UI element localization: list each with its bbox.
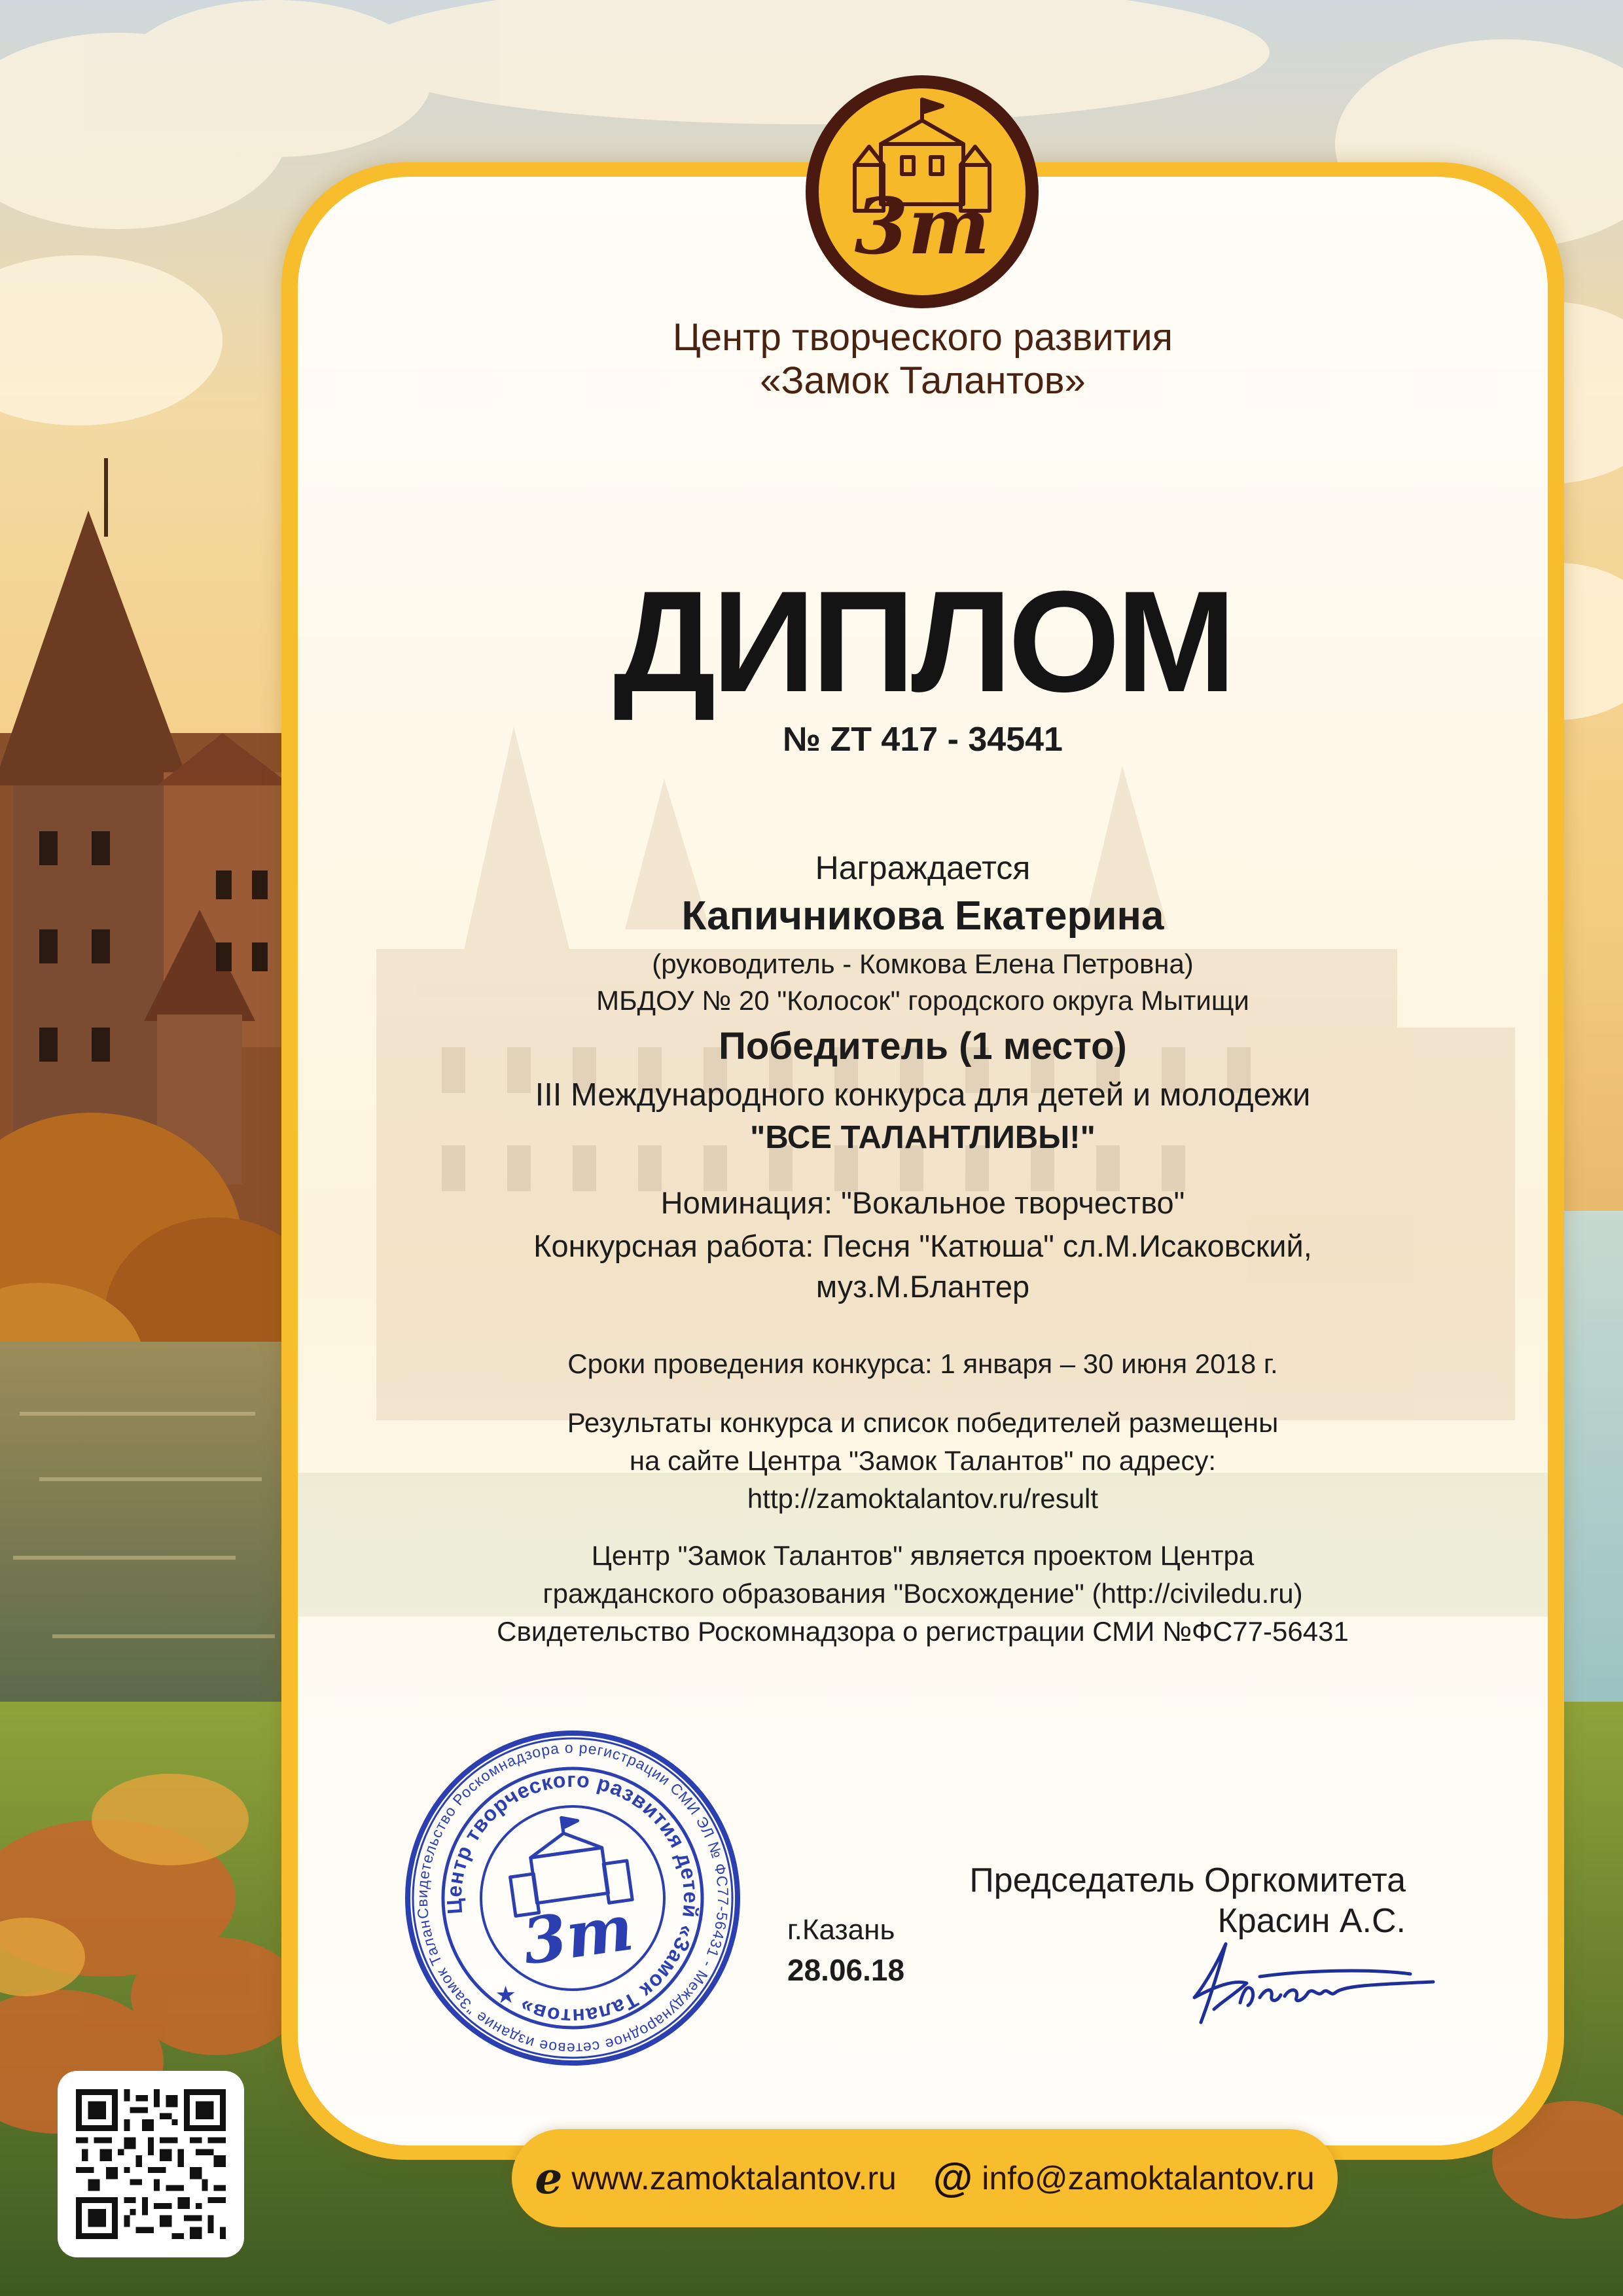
project-block [298, 1537, 1548, 1651]
organization-name [298, 316, 1548, 403]
work-line2: муз.М.Блантер [815, 1269, 1030, 1304]
stamp-inner-text: Центр творческого развития детей «Замок Талантов» ★ [442, 1767, 704, 2029]
recipient-name: Капичникова Екатерина [681, 893, 1164, 939]
organization-name-line2: «Замок Талантов» [760, 359, 1086, 402]
internet-explorer-icon: e [535, 2153, 563, 2204]
issue-date: 28.06.18 [787, 1953, 905, 1987]
organization-name-line1: Центр творческого развития [672, 316, 1173, 359]
signature [1175, 1924, 1436, 2055]
email-link[interactable]: info@zamoktalantov.ru [982, 2160, 1315, 2197]
official-stamp [402, 1728, 743, 2068]
work-line1: Конкурсная работа: Песня "Катюша" сл.М.Исаковский, [533, 1229, 1312, 1263]
svg-text:3m: 3m [854, 181, 990, 272]
contest-dates: Сроки проведения конкурса: 1 января – 30 июня 2018 г. [567, 1348, 1278, 1379]
project-line3: Свидетельство Роскомнадзора о регистрации СМИ №ФС77-56431 [497, 1616, 1349, 1647]
leader-line: (руководитель - Комкова Елена Петровна) [652, 948, 1194, 979]
results-line1: Результаты конкурса и список победителей размещены [567, 1407, 1279, 1438]
awarded-label: Награждается [815, 850, 1031, 886]
place-line: Победитель (1 место) [719, 1025, 1127, 1067]
website-link[interactable]: www.zamoktalantov.ru [571, 2160, 897, 2197]
diploma-title: ДИПЛОМ [613, 561, 1232, 722]
stamp-outer-text: Свидетельство Роскомнадзора о регистрации СМИ ЭЛ № ФС77-56431 - Международное сетевое издание "Замок Талантов" [413, 1738, 732, 2058]
at-sign-icon: @ [933, 2155, 973, 2200]
results-block [298, 1404, 1548, 1518]
center-logo [804, 73, 1041, 310]
results-line2: на сайте Центра "Замок Талантов" по адресу: [629, 1445, 1217, 1476]
project-line1: Центр "Замок Талантов" является проектом Центра [591, 1540, 1255, 1571]
contact-footer [512, 2129, 1338, 2227]
qr-code[interactable] [58, 2071, 244, 2257]
diploma-number: № ZT 417 - 34541 [783, 721, 1063, 759]
nomination-line: Номинация: "Вокальное творчество" [660, 1185, 1185, 1220]
institution-line: МБДОУ № 20 "Колосок" городского округа Мытищи [596, 985, 1249, 1016]
work-block [298, 1226, 1548, 1307]
chair-name: Красин А.С. [1217, 1902, 1406, 1940]
contest-name: "ВСЕ ТАЛАНТЛИВЫ!" [750, 1120, 1096, 1155]
project-line2: гражданского образования "Восхождение" (http://civiledu.ru) [543, 1578, 1303, 1609]
chair-title: Председатель Оргкомитета [969, 1861, 1406, 1899]
stamp-mark: 3m [518, 1890, 638, 1979]
results-link[interactable]: http://zamoktalantov.ru/result [747, 1483, 1099, 1514]
city: г.Казань [787, 1914, 895, 1946]
contest-line: III Международного конкурса для детей и молодежи [535, 1077, 1311, 1113]
